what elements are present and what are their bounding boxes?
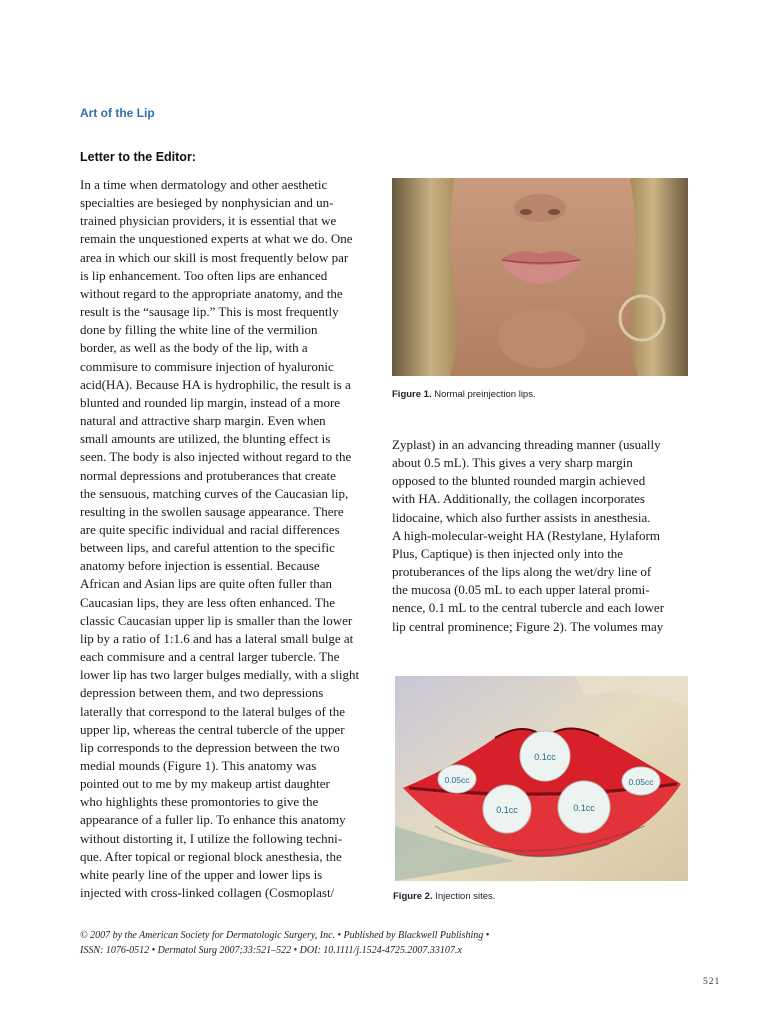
text-line: upper lip, whereas the central tubercle of the upper: [80, 721, 345, 737]
text-line: Plus, Captique) is then injected only into the: [392, 545, 624, 561]
text-line: are quite specific individual and racial differences: [80, 521, 340, 537]
left-column-text: [80, 176, 380, 902]
text-line: A high-molecular-weight HA (Restylane, Hylaform: [392, 527, 660, 543]
footer-line-1: © 2007 by the American Society for Dermatologic Surgery, Inc. • Published by Blackwell Publishing •: [80, 930, 490, 941]
page-number: 521: [703, 977, 721, 987]
text-line: result is the “sausage lip.” This is most frequently: [80, 304, 339, 320]
text-line: lidocaine, which also further assists in anesthesia.: [392, 509, 651, 525]
text-line: the mucosa (0.05 mL to each upper lateral promi-: [392, 582, 650, 598]
figure-2-illustration: [395, 676, 688, 881]
text-line: classic Caucasian upper lip is smaller than the lower: [80, 612, 353, 628]
text-line: area in which our skill is most frequently below par: [80, 249, 349, 265]
text-line: injected with cross-linked collagen (Cosmoplast/: [80, 885, 335, 901]
text-line: acid(HA). Because HA is hydrophilic, the result is a: [80, 376, 351, 392]
text-line: remain the unquestioned experts at what we do. One: [80, 231, 353, 247]
text-line: between lips, and careful attention to the specific: [80, 540, 335, 556]
marker-upper-central-label: 0.1cc: [534, 752, 556, 762]
text-line: without distorting it, I utilize the following techni-: [80, 830, 343, 846]
text-line: que. After topical or regional block anesthesia, the: [80, 848, 342, 864]
text-line: lip by a ratio of 1:1.6 and has a lateral small bulge at: [80, 630, 354, 646]
text-line: specialties are besieged by nonphysician and un-: [80, 195, 334, 211]
hair-right: [630, 178, 688, 376]
text-line: appearance of a fuller lip. To enhance this anatomy: [80, 812, 346, 828]
marker-lower-right-label: 0.1cc: [573, 803, 595, 813]
marker-lower-right: [558, 781, 610, 833]
text-line: commisure to commisure injection of hyaluronic: [80, 358, 334, 374]
hair-left: [392, 178, 457, 376]
text-line: protuberances of the lips along the wet/dry line of: [392, 564, 652, 580]
text-line: Zyplast) in an advancing threading manner (usually: [392, 437, 661, 452]
text-line: blunted and rounded lip margin, instead of a more: [80, 394, 341, 410]
text-line: resulting in the swollen sausage appearance. There: [80, 503, 344, 519]
letter-salutation: Letter to the Editor:: [80, 150, 196, 164]
right-column-text: [392, 436, 690, 636]
face-photo-illustration: [392, 178, 688, 376]
text-line: opposed to the blunted rounded margin achieved: [392, 473, 646, 489]
text-line: natural and attractive sharp margin. Even when: [80, 413, 326, 429]
text-line: lip central prominence; Figure 2). The volumes may: [392, 618, 664, 634]
figure-1-caption-text: Normal preinjection lips.: [431, 389, 536, 400]
text-line: with HA. Additionally, the collagen incorporates: [392, 491, 645, 507]
figure-2-label: Figure 2.: [393, 891, 433, 902]
text-line: trained physician providers, it is essential that we: [80, 213, 337, 229]
text-line: without regard to the appropriate anatomy, and the: [80, 285, 343, 301]
text-line: done by filling the white line of the vermilion: [80, 322, 318, 338]
figure-1-caption: [392, 389, 536, 400]
text-line: lower lip has two larger bulges medially, with a slight: [80, 667, 360, 683]
text-line: laterally that correspond to the lateral bulges of the: [80, 703, 345, 719]
text-line: is lip enhancement. Too often lips are enhanced: [80, 267, 328, 283]
text-line: small amounts are utilized, the blunting effect is: [80, 431, 331, 447]
chin: [498, 308, 586, 368]
text-line: anatomy before injection is essential. Because: [80, 558, 320, 574]
text-line: about 0.5 mL). This gives a very sharp margin: [392, 455, 633, 471]
text-line: each commisure and a central larger tubercle. The: [80, 649, 340, 665]
text-line: border, as well as the body of the lip, with a: [80, 340, 308, 356]
figure-2-caption: [393, 891, 495, 902]
marker-lower-left-label: 0.1cc: [496, 805, 518, 815]
marker-upper-left: [438, 765, 476, 793]
text-line: medial mounds (Figure 1). This anatomy was: [80, 758, 317, 773]
injection-sites-diagram: [395, 676, 688, 881]
section-heading: Art of the Lip: [80, 106, 155, 120]
nose: [514, 194, 566, 222]
text-line: who highlights these promontories to give the: [80, 794, 319, 810]
text-line: Caucasian lips, they are less often enhanced. The: [80, 594, 335, 610]
text-line: white pearly line of the upper and lower lips is: [80, 866, 323, 882]
text-line: normal depressions and protuberances that create: [80, 467, 336, 483]
marker-upper-central: [520, 731, 570, 781]
text-line: African and Asian lips are quite often fuller than: [80, 576, 332, 592]
figure-2-caption-text: Injection sites.: [432, 891, 496, 902]
text-line: In a time when dermatology and other aesthetic: [80, 177, 328, 192]
text-line: the sensuous, matching curves of the Caucasian lip,: [80, 485, 349, 501]
footer-line-2: ISSN: 1076-0512 • Dermatol Surg 2007;33:521–522 • DOI: 10.1111/j.1524-4725.2007.33107.x: [80, 944, 462, 956]
marker-upper-left-label: 0.05cc: [444, 775, 470, 785]
text-line: depression between them, and two depressions: [80, 685, 324, 701]
text-line: seen. The body is also injected without regard to the: [80, 449, 352, 465]
copyright-footer: [80, 929, 700, 958]
marker-upper-right-label: 0.05cc: [628, 777, 654, 787]
text-line: pointed out to me by my makeup artist daughter: [80, 776, 330, 792]
marker-upper-right: [622, 767, 660, 795]
text-line: nence, 0.1 mL to the central tubercle and each lower: [392, 600, 665, 616]
text-line: lip corresponds to the depression between the two: [80, 739, 340, 755]
figure-1-photo: [392, 178, 688, 376]
figure-1-label: Figure 1.: [392, 389, 432, 400]
marker-lower-left: [483, 785, 531, 833]
